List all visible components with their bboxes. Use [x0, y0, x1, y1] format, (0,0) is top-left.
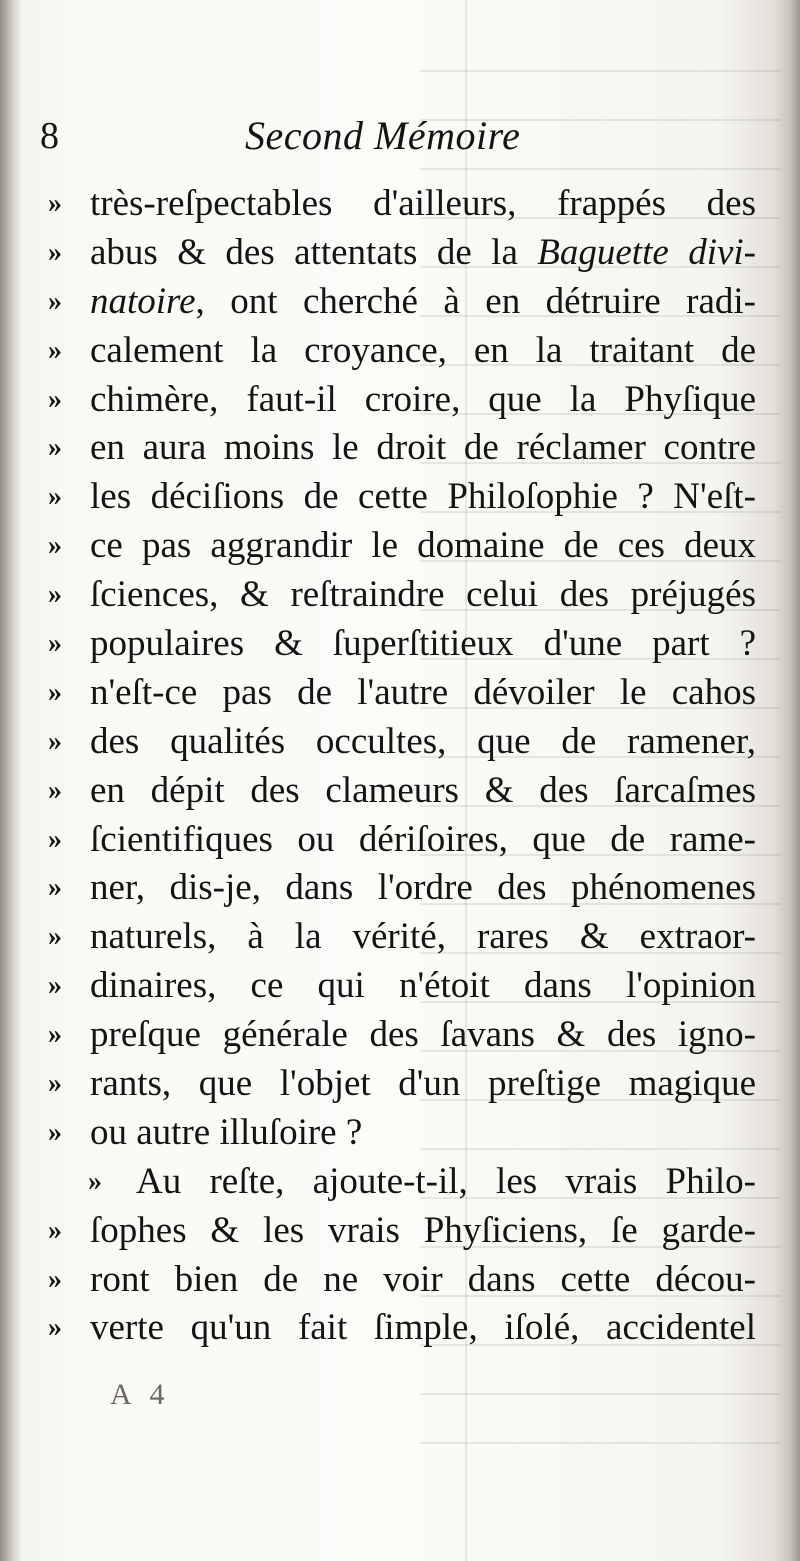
text-line — [48, 424, 756, 473]
text-line — [48, 718, 756, 767]
text-line — [48, 571, 756, 620]
text-line — [48, 229, 756, 278]
quotation-mark: » — [48, 921, 62, 953]
text-line — [48, 864, 756, 913]
page-header — [40, 112, 760, 162]
text-line — [48, 1011, 756, 1060]
quotation-mark: » — [48, 1312, 62, 1344]
line-text: verte qu'un fait ſimple, iſolé, accidentel — [90, 1307, 756, 1349]
quotation-mark: » — [48, 579, 62, 611]
line-text: ner, dis-je, dans l'ordre des phénomenes — [90, 867, 756, 909]
quotation-mark: » — [88, 1165, 102, 1197]
line-text: ce pas aggrandir le domaine de ces deux — [90, 525, 756, 567]
text-line — [48, 1256, 756, 1305]
running-title: Second Mémoire — [245, 113, 521, 158]
line-text: preſque générale des ſavans & des igno- — [90, 1014, 756, 1056]
line-text: ſcientifiques ou dériſoires, que de rame- — [90, 818, 756, 860]
line-text — [90, 278, 756, 327]
text-line — [48, 1304, 756, 1353]
text-line — [48, 816, 756, 865]
line-text: rants, que l'objet d'un preſtige magique — [90, 1063, 756, 1105]
text-line — [48, 1109, 718, 1158]
quotation-mark: » — [48, 530, 62, 562]
quotation-mark: » — [48, 970, 62, 1002]
line-segment: abus & des attentats de la — [90, 231, 538, 273]
page-left-edge-shadow — [0, 0, 22, 1561]
line-text: ou autre illuſoire ? — [90, 1111, 363, 1153]
line-text: naturels, à la vérité, rares & extraor- — [90, 916, 756, 958]
text-line — [48, 620, 756, 669]
quotation-mark: » — [48, 1068, 62, 1100]
text-line — [48, 522, 756, 571]
quotation-mark: » — [48, 188, 62, 219]
line-segment: , ont cherché à en détruire radi- — [195, 280, 756, 322]
line-text: Au reſte, ajoute-t-il, les vrais Philo- — [136, 1160, 756, 1202]
line-text: très-reſpectables d'ailleurs, frappés des — [90, 183, 756, 224]
line-text: calement la croyance, en la traitant de — [90, 329, 756, 371]
text-line — [48, 962, 756, 1011]
italic-segment: Baguette divi- — [537, 231, 756, 273]
line-text: en aura moins le droit de réclamer contre — [90, 427, 756, 469]
quotation-mark: » — [48, 774, 62, 806]
text-line — [48, 767, 756, 816]
signature-mark: A 4 — [110, 1378, 171, 1411]
line-text: ſophes & les vrais Phyſiciens, ſe garde- — [90, 1209, 756, 1251]
line-text: n'eſt-ce pas de l'autre dévoiler le cahos — [90, 671, 756, 713]
quotation-mark: » — [48, 725, 62, 757]
text-line — [48, 1158, 756, 1207]
line-text: des qualités occultes, que de ramener, — [90, 720, 756, 762]
text-line — [48, 913, 756, 962]
quotation-mark: » — [48, 676, 62, 708]
line-text: les déciſions de cette Philoſophie ? N'eſt- — [90, 476, 756, 518]
quotation-mark: » — [48, 383, 62, 415]
quotation-mark: » — [48, 481, 62, 513]
body-text — [48, 180, 756, 1353]
text-line — [48, 278, 756, 327]
quotation-mark: » — [48, 872, 62, 904]
quotation-mark: » — [48, 1263, 62, 1295]
text-line — [48, 376, 756, 425]
quotation-mark: » — [48, 823, 62, 855]
text-line — [48, 327, 756, 376]
text-line — [48, 473, 756, 522]
quotation-mark: » — [48, 334, 62, 366]
text-line — [48, 1060, 756, 1109]
quotation-mark: » — [48, 432, 62, 464]
italic-segment: natoire — [90, 280, 196, 322]
quotation-mark: » — [48, 236, 62, 268]
line-text: dinaires, ce qui n'étoit dans l'opinion — [90, 965, 756, 1007]
quotation-mark: » — [48, 1116, 62, 1148]
line-text — [90, 229, 756, 278]
quotation-mark: » — [48, 285, 62, 317]
line-text: populaires & ſuperſtitieux d'une part ? — [90, 623, 756, 665]
text-line — [48, 180, 756, 229]
text-line — [48, 1207, 756, 1256]
quotation-mark: » — [48, 628, 62, 660]
line-text: ront bien de ne voir dans cette décou- — [90, 1258, 756, 1300]
page-number: 8 — [40, 115, 59, 157]
line-text: chimère, faut-il croire, que la Phyſique — [90, 378, 756, 420]
line-text: ſciences, & reſtraindre celui des préjugés — [90, 574, 756, 616]
quotation-mark: » — [48, 1019, 62, 1051]
text-line — [48, 669, 756, 718]
quotation-mark: » — [48, 1214, 62, 1246]
line-text: en dépit des clameurs & des ſarcaſmes — [90, 769, 756, 811]
